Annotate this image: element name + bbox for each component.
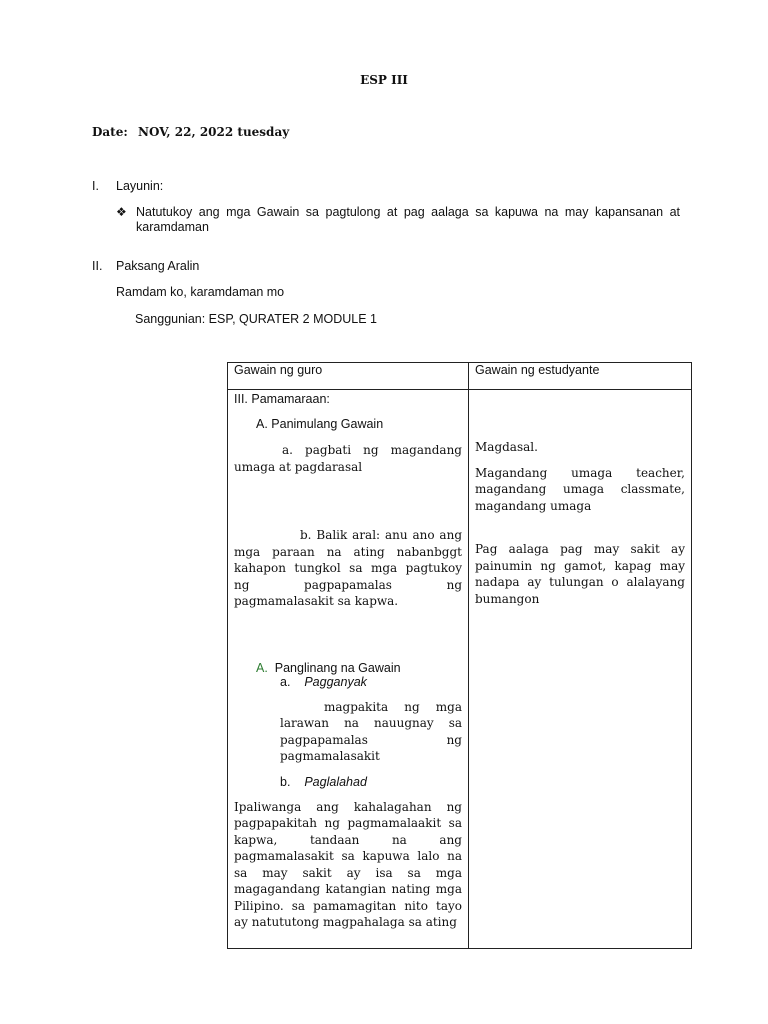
objective-item [116, 205, 680, 235]
diamond-bullet-icon: ❖ [116, 205, 127, 219]
pagganyak-letter: a. [280, 674, 291, 689]
panimula-heading: A. Panimulang Gawain [256, 417, 384, 431]
pagganyak-label: Pagganyak [304, 674, 367, 689]
section-paksang-aralin [92, 259, 199, 273]
teacher-cell [228, 390, 469, 949]
pagbati-text: a. pagbati ng magandang umaga at pagdarasal [234, 443, 462, 474]
paglalahad-heading [234, 775, 462, 789]
header-teacher: Gawain ng guro [228, 363, 469, 390]
balik-aral-answer: Pag aalaga pag may sakit ay painumin ng gamot, kapag may nadapa ay tulungan o alalayang bumangon [475, 542, 685, 606]
date-line [92, 125, 289, 139]
pagganyak-heading [234, 675, 462, 689]
paglalahad-letter: b. [280, 774, 291, 789]
objective-text: Natutukoy ang mga Gawain sa pagtulong at pag aalaga sa kapuwa na may kapansanan at karamdaman [136, 205, 680, 234]
reference-text: Sanggunian: ESP, QURATER 2 MODULE 1 [135, 312, 378, 326]
paglalahad-label: Paglalahad [304, 774, 367, 789]
pagganyak-text: magpakita ng mga larawan na nauugnay sa pagpapamalas ng pagmamalasakit [280, 699, 462, 763]
date-value: NOV, 22, 2022 tuesday [137, 125, 290, 139]
section-number: I. [92, 179, 99, 193]
panglinang-heading [234, 661, 462, 675]
section-layunin [92, 179, 163, 193]
header-student: Gawain ng estudyante [469, 363, 692, 390]
magdasal-text: Magdasal. [475, 440, 538, 454]
table-header-row [228, 363, 692, 390]
panglinang-label: Panglinang na Gawain [274, 660, 401, 675]
student-cell [469, 390, 692, 949]
topic-text: Ramdam ko, karamdaman mo [116, 285, 285, 299]
section-label: Paksang Aralin [116, 259, 200, 273]
paglalahad-text: Ipaliwanga ang kahalagahan ng pagpapakitah ng pagmamalaakit sa kapwa, tandaan na ang pagmamalasakit sa kapuwa lalo na sa may sakit ay isa sa mga magagandang katangian nating mga Pilipino. sa pamamagitan nito tayo ay natututong magpahalaga sa ating [234, 799, 462, 929]
section-label: Layunin: [116, 179, 164, 193]
section-number: II. [92, 259, 103, 273]
page-title: ESP III [360, 73, 408, 87]
panglinang-letter: A. [256, 660, 268, 675]
date-label: Date: [92, 125, 128, 139]
lesson-table [227, 362, 692, 949]
pamamaraan-heading: III. Pamamaraan: [234, 392, 330, 406]
table-row [228, 390, 692, 949]
greeting-text: Magandang umaga teacher, magandang umaga classmate, magandang umaga [475, 465, 685, 513]
balik-aral-text: b. Balik aral: anu ano ang mga paraan na ating nabanbggt kahapon tungkol sa mga pagtukoy ng pagpapamalas ng pagmamalasakit sa kapwa. [234, 528, 462, 608]
